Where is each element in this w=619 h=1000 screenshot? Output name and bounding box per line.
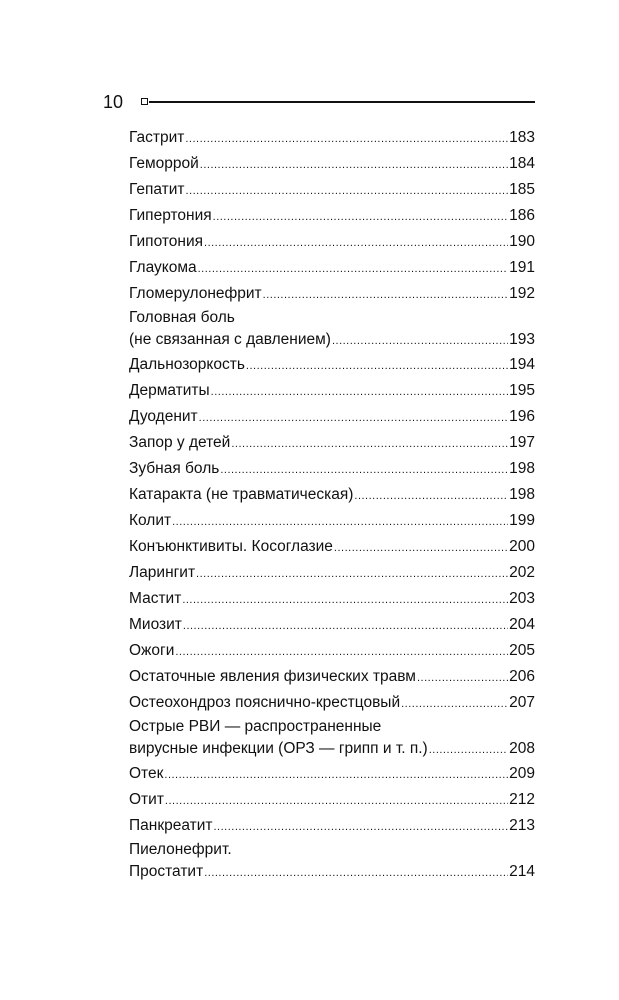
toc-entry-page: 213	[509, 817, 535, 834]
toc-entry	[129, 307, 535, 351]
toc-entry	[129, 151, 535, 176]
table-of-contents	[129, 125, 535, 884]
toc-entry-title: Колит	[129, 512, 172, 529]
toc-entry	[129, 534, 535, 559]
toc-entry-title-line1: Острые РВИ — распространенные	[129, 718, 382, 735]
toc-entry	[129, 761, 535, 786]
toc-entry-page: 196	[509, 408, 535, 425]
toc-entry-title: Ожоги	[129, 642, 175, 659]
toc-entry	[129, 813, 535, 838]
toc-entry-page: 202	[509, 564, 535, 581]
toc-entry-page: 185	[509, 181, 535, 198]
toc-entry	[129, 456, 535, 481]
toc-entry-page: 205	[509, 642, 535, 659]
dot-leader	[199, 406, 508, 431]
dot-leader	[198, 257, 509, 282]
dot-leader	[165, 789, 508, 814]
toc-entry	[129, 586, 535, 611]
dot-leader	[196, 562, 508, 587]
toc-entry	[129, 378, 535, 403]
dot-leader	[220, 458, 508, 483]
toc-entry	[129, 839, 535, 883]
toc-entry-page: 197	[509, 434, 535, 451]
toc-entry	[129, 787, 535, 812]
toc-entry	[129, 638, 535, 663]
toc-entry-title: Дуоденит	[129, 408, 198, 425]
dot-leader	[246, 354, 508, 379]
toc-entry-title: Гепатит	[129, 181, 185, 198]
toc-entry-title: Дерматиты	[129, 382, 210, 399]
toc-entry-page: 198	[509, 486, 535, 503]
dot-leader	[186, 179, 509, 204]
dot-leader	[213, 815, 508, 840]
toc-entry-page: 200	[509, 538, 535, 555]
toc-entry	[129, 560, 535, 585]
toc-entry-title: Отит	[129, 791, 164, 808]
toc-entry-title: Миозит	[129, 616, 182, 633]
toc-entry-page: 208	[509, 740, 535, 757]
toc-entry-title: Запор у детей	[129, 434, 231, 451]
header-rule-line	[149, 101, 535, 103]
toc-entry-page: 206	[509, 668, 535, 685]
page-header	[103, 90, 535, 114]
dot-leader	[200, 153, 508, 178]
toc-entry	[129, 255, 535, 280]
dot-leader	[417, 666, 508, 691]
toc-entry-title: вирусные инфекции (ОРЗ — грипп и т. п.)	[129, 740, 428, 757]
dot-leader	[182, 588, 508, 613]
toc-entry-page: 194	[509, 356, 535, 373]
toc-entry-title: (не связанная с давлением)	[129, 331, 331, 348]
toc-entry-page: 207	[509, 694, 535, 711]
dot-leader	[263, 283, 508, 308]
toc-entry	[129, 404, 535, 429]
toc-entry-page: 195	[509, 382, 535, 399]
toc-entry-title: Остеохондроз пояснично-крестцовый	[129, 694, 401, 711]
dot-leader	[185, 127, 508, 152]
toc-entry-page: 203	[509, 590, 535, 607]
dot-leader	[401, 692, 508, 717]
toc-entry-title: Отек	[129, 765, 164, 782]
toc-entry	[129, 229, 535, 254]
dot-leader	[332, 330, 508, 352]
toc-entry-page: 199	[509, 512, 535, 529]
toc-entry	[129, 482, 535, 507]
toc-entry-page: 212	[509, 791, 535, 808]
toc-entry	[129, 508, 535, 533]
toc-entry	[129, 690, 535, 715]
toc-entry-title: Панкреатит	[129, 817, 213, 834]
toc-entry-page: 190	[509, 233, 535, 250]
toc-entry	[129, 430, 535, 455]
toc-entry-title: Зубная боль	[129, 460, 220, 477]
toc-entry	[129, 203, 535, 228]
toc-entry-title: Гипертония	[129, 207, 212, 224]
dot-leader	[213, 205, 508, 230]
toc-entry-page: 214	[509, 863, 535, 880]
toc-entry-page: 186	[509, 207, 535, 224]
toc-entry-page: 183	[509, 129, 535, 146]
toc-entry-page: 192	[509, 285, 535, 302]
toc-entry	[129, 352, 535, 377]
dot-leader	[183, 614, 508, 639]
page-number: 10	[103, 92, 124, 112]
dot-leader	[204, 231, 508, 256]
toc-entry-title: Гастрит	[129, 129, 185, 146]
toc-entry-title: Конъюнктивиты. Косоглазие	[129, 538, 333, 555]
dot-leader	[204, 862, 508, 884]
toc-entry-title: Дальнозоркость	[129, 356, 245, 373]
dot-leader	[429, 739, 508, 761]
toc-entry-title: Простатит	[129, 863, 204, 880]
toc-entry-title: Остаточные явления физических травм	[129, 668, 416, 685]
toc-entry	[129, 281, 535, 306]
toc-entry	[129, 612, 535, 637]
dot-leader	[211, 380, 508, 405]
toc-entry-page: 209	[509, 765, 535, 782]
toc-entry	[129, 716, 535, 760]
dot-leader	[172, 510, 508, 535]
toc-entry-page: 193	[509, 331, 535, 348]
dot-leader	[231, 432, 508, 457]
toc-entry-title: Гипотония	[129, 233, 204, 250]
toc-entry-title: Ларингит	[129, 564, 196, 581]
dot-leader	[334, 536, 508, 561]
toc-entry-page: 191	[509, 259, 535, 276]
toc-entry	[129, 664, 535, 689]
dot-leader	[164, 763, 508, 788]
toc-entry-title: Гломерулонефрит	[129, 285, 262, 302]
toc-entry-title: Глаукома	[129, 259, 197, 276]
toc-entry	[129, 125, 535, 150]
toc-entry-title: Мастит	[129, 590, 182, 607]
dot-leader	[175, 640, 508, 665]
toc-entry-title-line1: Головная боль	[129, 309, 235, 326]
header-rule-square	[141, 98, 148, 105]
toc-entry-page: 204	[509, 616, 535, 633]
dot-leader	[354, 484, 508, 509]
toc-entry-title: Геморрой	[129, 155, 199, 172]
toc-entry-title-line1: Пиелонефрит.	[129, 841, 232, 858]
toc-entry-title: Катаракта (не травматическая)	[129, 486, 354, 503]
toc-entry-page: 198	[509, 460, 535, 477]
toc-entry-page: 184	[509, 155, 535, 172]
toc-entry	[129, 177, 535, 202]
